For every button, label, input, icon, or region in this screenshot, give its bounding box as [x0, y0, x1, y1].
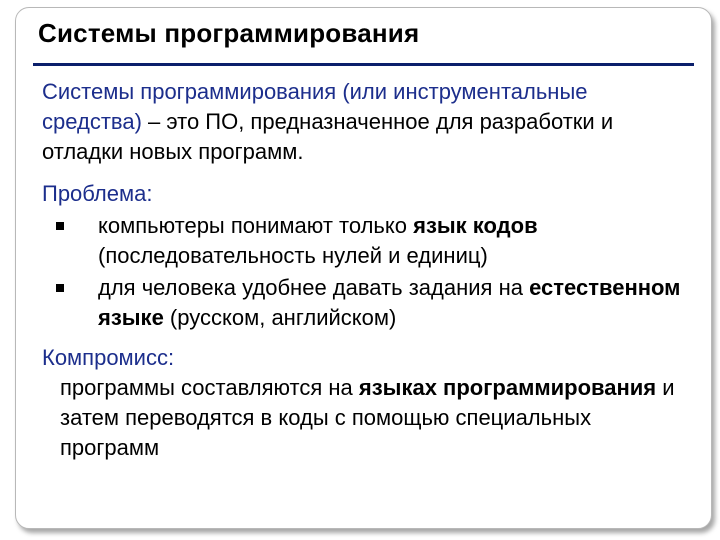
bullet-text: компьютеры понимают только [98, 213, 414, 238]
definition-paragraph [42, 77, 682, 167]
slide-content [42, 77, 682, 463]
title-underline [33, 63, 694, 66]
compromise-paragraph [42, 373, 682, 463]
problem-heading: Проблема: [42, 181, 153, 206]
problem-list [42, 211, 682, 333]
compromise-heading: Компромисс: [42, 345, 175, 370]
square-bullet-icon [56, 284, 64, 292]
list-item [42, 273, 682, 333]
bullet-text: для человека удобнее давать задания на [98, 275, 530, 300]
definition-term: Системы программирования (или инструментальные средства) [42, 79, 588, 134]
bullet-emphasis: естественном языке [98, 275, 681, 330]
compromise-emphasis: языках программирования [358, 375, 657, 400]
list-item [42, 211, 682, 271]
compromise-text: программы составляются на [60, 375, 359, 400]
compromise-text: и затем переводятся в коды с помощью специальных программ [60, 375, 675, 460]
bullet-text: (русском, английском) [163, 305, 397, 330]
bullet-emphasis: язык кодов [413, 213, 538, 238]
bullet-text: (последовательность нулей и единиц) [98, 243, 488, 268]
definition-text: – это ПО, предназначенное для разработки и отладки новых программ. [42, 109, 614, 164]
slide-title: Системы программирования [38, 18, 420, 48]
square-bullet-icon [56, 222, 64, 230]
